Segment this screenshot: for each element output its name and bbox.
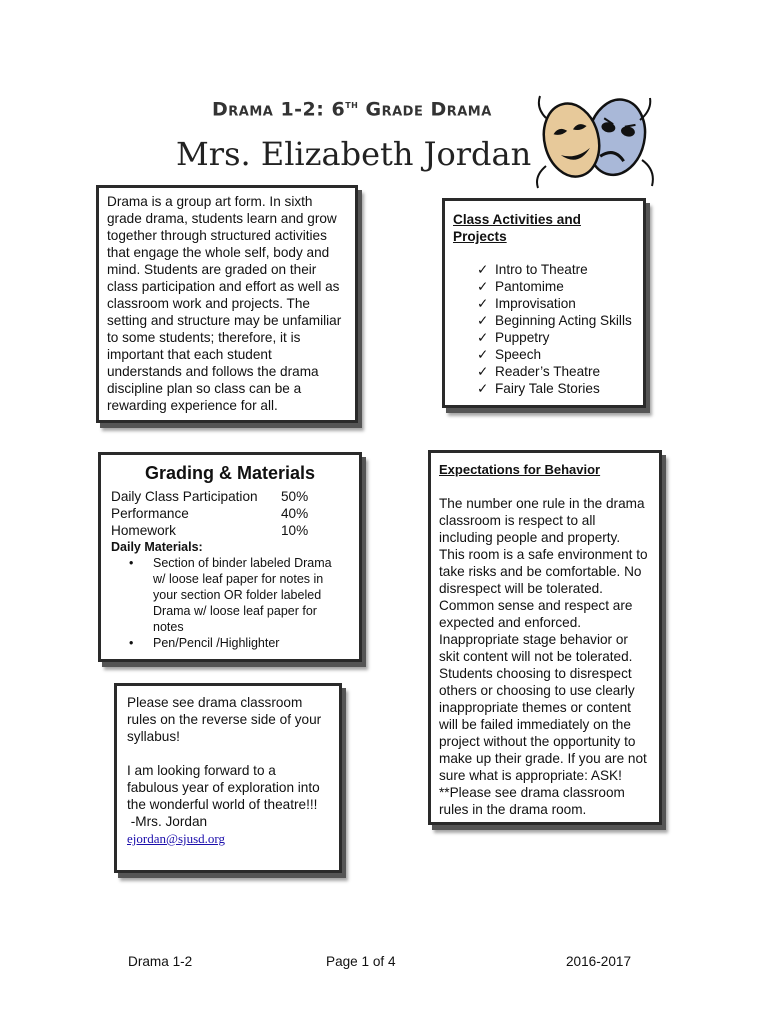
list-item: ✓ Speech bbox=[477, 347, 542, 362]
expectations-line: including people and property. bbox=[439, 530, 621, 545]
teacher-name: Mrs. Elizabeth Jordan bbox=[176, 135, 532, 173]
footer-right: 2016-2017 bbox=[566, 954, 632, 969]
intro-line: setting and structure may be unfamiliar bbox=[107, 313, 342, 328]
grading-box bbox=[98, 452, 362, 662]
materials-item: • Pen/Pencil /Highlighter bbox=[129, 636, 280, 650]
expectations-line: disrespect will be tolerated. bbox=[439, 581, 603, 596]
activities-heading: Projects bbox=[453, 229, 507, 244]
expectations-line: will be failed immediately on the bbox=[439, 717, 631, 732]
bullet-icon: • bbox=[129, 556, 134, 570]
intro-line: classroom work and projects. The bbox=[107, 296, 310, 311]
activities-box bbox=[442, 198, 646, 408]
list-item: ✓ Improvisation bbox=[477, 296, 576, 311]
materials-label: Daily Materials: bbox=[111, 540, 203, 554]
expectations-line: inappropriate themes or content bbox=[439, 700, 631, 715]
course-title-sup: th bbox=[345, 98, 359, 111]
checkmark-icon: ✓ bbox=[477, 296, 489, 311]
intro-line: understands and follows the drama bbox=[107, 364, 319, 379]
expectations-line: Common sense and respect are bbox=[439, 598, 633, 613]
grade-row: Daily Class Participation 50% bbox=[111, 489, 309, 504]
expectations-line: Inappropriate stage behavior or bbox=[439, 632, 628, 647]
bullet-icon: • bbox=[129, 636, 134, 650]
list-item: ✓ Puppetry bbox=[477, 330, 550, 345]
checkmark-icon: ✓ bbox=[477, 347, 489, 362]
intro-line: mind. Students are graded on their bbox=[107, 262, 317, 277]
note-line: fabulous year of exploration into bbox=[127, 780, 320, 795]
drama-masks-icon bbox=[532, 90, 658, 194]
expectations-line: project without the opportunity to bbox=[439, 734, 636, 749]
expectations-line: sure what is appropriate: ASK! bbox=[439, 768, 622, 783]
checkmark-icon: ✓ bbox=[477, 262, 489, 277]
note-line: rules on the reverse side of your bbox=[127, 712, 322, 727]
note-line: syllabus! bbox=[127, 729, 180, 744]
list-item: ✓ Intro to Theatre bbox=[477, 262, 588, 277]
note-box bbox=[114, 683, 342, 873]
note-line: -Mrs. Jordan bbox=[127, 814, 208, 829]
expectations-line: This room is a safe environment to bbox=[439, 547, 648, 562]
expectations-line: others or choosing to use clearly bbox=[439, 683, 635, 698]
materials-item: • Section of binder labeled Drama w/ loose leaf paper for notes in your section OR folder labeled Drama w/ loose leaf paper for notes bbox=[129, 556, 332, 634]
expectations-heading: Expectations for Behavior bbox=[439, 462, 601, 477]
expectations-line: skit content will not be tolerated. bbox=[439, 649, 633, 664]
activities-list bbox=[477, 261, 635, 397]
checkmark-icon: ✓ bbox=[477, 381, 489, 396]
grade-row: Performance 40% bbox=[111, 506, 309, 521]
activities-heading: Class Activities and bbox=[453, 212, 581, 227]
note-line: the wonderful world of theatre!!! bbox=[127, 797, 318, 812]
course-title-end: Grade Drama bbox=[358, 98, 492, 121]
intro-box bbox=[96, 185, 358, 423]
footer-page-number: Page 1 of 4 bbox=[326, 954, 396, 969]
list-item: ✓ Reader’s Theatre bbox=[477, 364, 601, 379]
list-item: ✓ Beginning Acting Skills bbox=[477, 313, 632, 328]
intro-line: important that each student bbox=[107, 347, 272, 362]
expectations-line: expected and enforced. bbox=[439, 615, 582, 630]
expectations-line: take risks and be comfortable. No bbox=[439, 564, 642, 579]
expectations-line: make up their grade. If you are not bbox=[439, 751, 647, 766]
list-item: ✓ Fairy Tale Stories bbox=[477, 381, 600, 396]
checkmark-icon: ✓ bbox=[477, 279, 489, 294]
note-line: I am looking forward to a bbox=[127, 763, 276, 778]
intro-line: Drama is a group art form. In sixth bbox=[107, 194, 313, 209]
expectations-line: **Please see drama classroom bbox=[439, 785, 625, 800]
grade-row: Homework 10% bbox=[111, 523, 309, 538]
intro-line: discipline plan so class can be a bbox=[107, 381, 302, 396]
expectations-line: The number one rule in the drama bbox=[439, 496, 645, 511]
intro-line: together through structured activities bbox=[107, 228, 327, 243]
course-title-main: Drama 1-2: 6 bbox=[212, 98, 346, 121]
checkmark-icon: ✓ bbox=[477, 313, 489, 328]
intro-line: class participation and effort as well as bbox=[107, 279, 340, 294]
course-title bbox=[212, 98, 532, 120]
expectations-box bbox=[428, 450, 662, 825]
expectations-line: classroom is respect to all bbox=[439, 513, 596, 528]
intro-line: rewarding experience for all. bbox=[107, 398, 278, 413]
grading-heading: Grading & Materials bbox=[144, 463, 316, 483]
intro-line: grade drama, students learn and grow bbox=[107, 211, 337, 226]
checkmark-icon: ✓ bbox=[477, 364, 489, 379]
expectations-line: Students choosing to disrespect bbox=[439, 666, 632, 681]
checkmark-icon: ✓ bbox=[477, 330, 489, 345]
footer-left: Drama 1-2 bbox=[128, 954, 193, 969]
list-item: ✓ Pantomime bbox=[477, 279, 564, 294]
expectations-line: rules in the drama room. bbox=[439, 802, 587, 817]
note-line: Please see drama classroom bbox=[127, 695, 303, 710]
email-link[interactable]: ejordan@sjusd.org bbox=[127, 831, 226, 846]
intro-line: that engage the whole self, body and bbox=[107, 245, 330, 260]
intro-line: to some students; therefore, it is bbox=[107, 330, 301, 345]
